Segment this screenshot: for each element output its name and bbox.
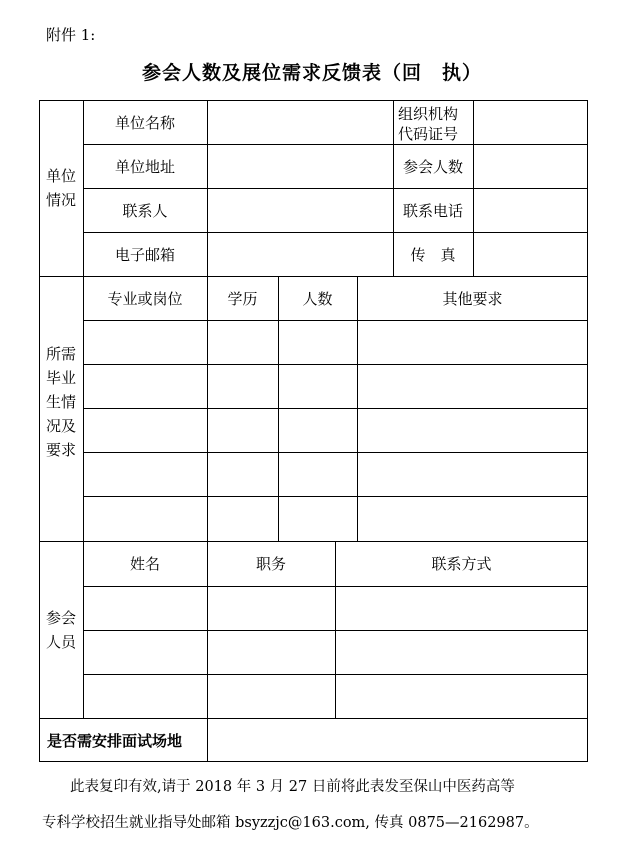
row-line (83, 320, 588, 321)
col-line (357, 276, 358, 541)
section-divider (39, 276, 588, 277)
unit-label-line: 单位 (45, 167, 76, 185)
row-line (83, 188, 588, 189)
attachment-label: 附件 1: (46, 26, 96, 44)
field-label-attendee-count: 参会人数 (402, 158, 463, 176)
note-line-1: 此表复印有效,请于 2018 年 3 月 27 日前将此表发至保山中医药高等 (70, 779, 515, 795)
row-line (83, 496, 588, 497)
page-title: 参会人数及展位需求反馈表（回 执） (141, 62, 482, 84)
attendee-section-label (39, 606, 83, 654)
grad-label-line: 所需 (45, 345, 76, 363)
field-label-fax: 传 真 (410, 246, 456, 264)
row-line (83, 144, 588, 145)
header-count: 人数 (302, 290, 333, 308)
row-line (83, 364, 588, 365)
col-line (473, 100, 474, 276)
header-major: 专业或岗位 (107, 290, 183, 308)
col-line (278, 276, 279, 541)
header-position: 职务 (255, 555, 286, 573)
grad-section-label (39, 342, 83, 462)
attendee-label-line: 参会 (45, 609, 76, 627)
unit-label-line: 情况 (45, 191, 76, 209)
header-other: 其他要求 (442, 290, 503, 308)
label-column-border (83, 100, 84, 718)
grad-label-line: 生情 (45, 393, 76, 411)
field-label-org-code (398, 104, 458, 144)
header-name: 姓名 (129, 555, 160, 573)
org-code-line: 组织机构 (398, 105, 459, 123)
field-label-address: 单位地址 (114, 158, 175, 176)
header-contact-info: 联系方式 (431, 555, 492, 573)
row-line (83, 408, 588, 409)
col-line (207, 718, 208, 762)
grad-label-line: 毕业 (45, 369, 76, 387)
unit-section-label (39, 164, 83, 212)
attendee-label-line: 人员 (45, 633, 76, 651)
col-line (207, 276, 208, 541)
org-code-line: 代码证号 (398, 125, 459, 143)
note-line-2: 专科学校招生就业指导处邮箱 bsyzzjc@163.com, 传真 0875—2162987。 (42, 815, 539, 831)
section-divider (39, 541, 588, 542)
grad-label-line: 要求 (45, 441, 76, 459)
header-education: 学历 (227, 290, 258, 308)
section-divider (39, 718, 588, 719)
row-line (83, 232, 588, 233)
field-label-contact: 联系人 (122, 202, 168, 220)
grad-label-line: 况及 (45, 417, 76, 435)
field-label-unit-name: 单位名称 (114, 114, 175, 132)
row-line (83, 452, 588, 453)
field-label-phone: 联系电话 (402, 202, 463, 220)
field-label-email: 电子邮箱 (114, 246, 175, 264)
interview-venue-label: 是否需安排面试场地 (47, 732, 183, 750)
col-line (207, 100, 208, 276)
